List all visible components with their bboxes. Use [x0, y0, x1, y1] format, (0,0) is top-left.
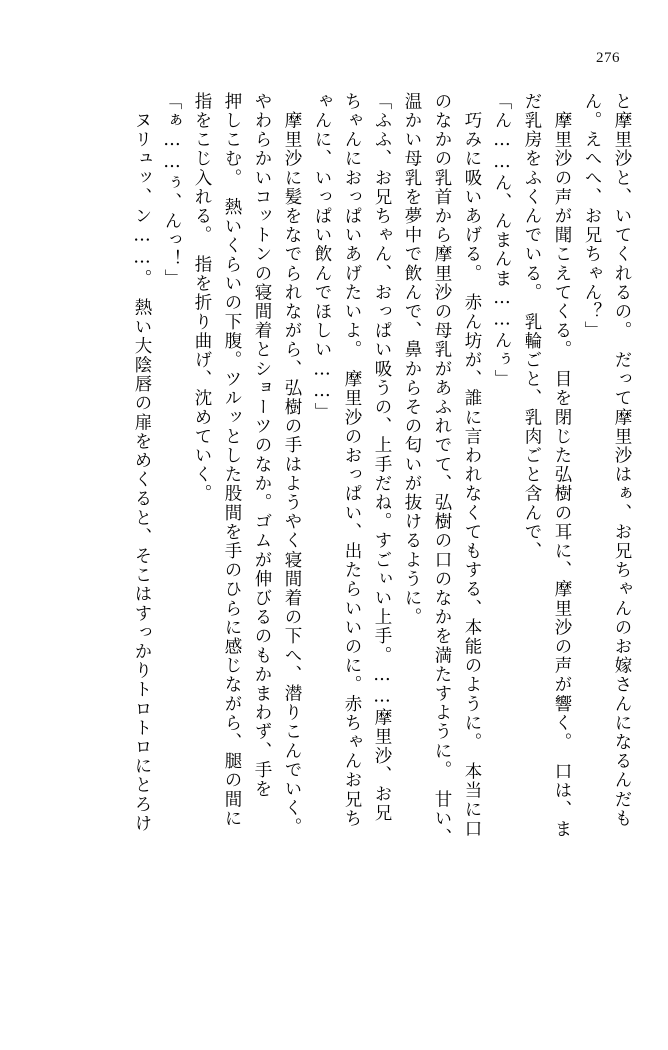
text-column: だ乳房をふくんでいる。 乳輪ごと、乳肉ごと含んで、 — [522, 92, 542, 561]
text-column: 「ん……ん、んまんま……んぅ」 — [492, 92, 512, 389]
text-column: 指をこじ入れる。 指を折り曲げ、沈めていく。 — [192, 92, 212, 504]
vertical-text-body — [34, 92, 630, 1022]
text-column: 巧みに吸いあげる。 赤ん坊が、誰に言われなくてもする、本能のように。 本当に口 — [462, 92, 482, 839]
text-column: 押しこむ。 熱いくらいの下腹。ツルッとした股間を手のひらに感じながら、腿の間に — [222, 92, 242, 829]
text-column: やわらかいコットンの寝間着とショーツのなか。ゴムが伸びるのもかまわず、手を — [252, 92, 272, 799]
text-column: と摩里沙と、いてくれるの。 だって摩里沙はぁ、お兄ちゃんのお嫁さんになるんだも — [612, 92, 632, 829]
text-column: ちゃんにおっぱいあげたいよ。 摩里沙のおっぱい、出たらいいのに。赤ちゃんお兄ち — [342, 92, 362, 829]
text-column: ゃんに、いっぱい飲んでほしい……」 — [312, 92, 332, 422]
text-column: 「ぁ……ぅ、んっ！」 — [162, 92, 182, 288]
text-column: 摩里沙に髪をなでられながら、弘樹の手はようやく寝間着の下へ、潜りこんでいく。 — [282, 92, 302, 837]
text-column: 「ふふ、お兄ちゃん、おっぱい吸うの、上手だね。すごぃい上手。……摩里沙、お兄 — [372, 92, 392, 823]
text-column: ん。えへへ、お兄ちゃん？」 — [582, 92, 602, 341]
text-column: ヌリュッ、ン……。 熱い大陰唇の扉をめくると、そこはすっかりトロトロにとろけ — [132, 92, 152, 834]
page-number: 276 — [596, 50, 620, 66]
text-column: 温かい母乳を夢中で飲んで、鼻からその匂いが抜けるように。 — [402, 92, 422, 627]
text-column: 摩里沙の声が聞こえてくる。 目を閉じた弘樹の耳に、摩里沙の声が響く。 口は、ま — [552, 92, 572, 839]
text-column: のなかの乳首から摩里沙の母乳があふれでて、弘樹の口のなかを満たすように。 甘い、 — [432, 92, 452, 848]
